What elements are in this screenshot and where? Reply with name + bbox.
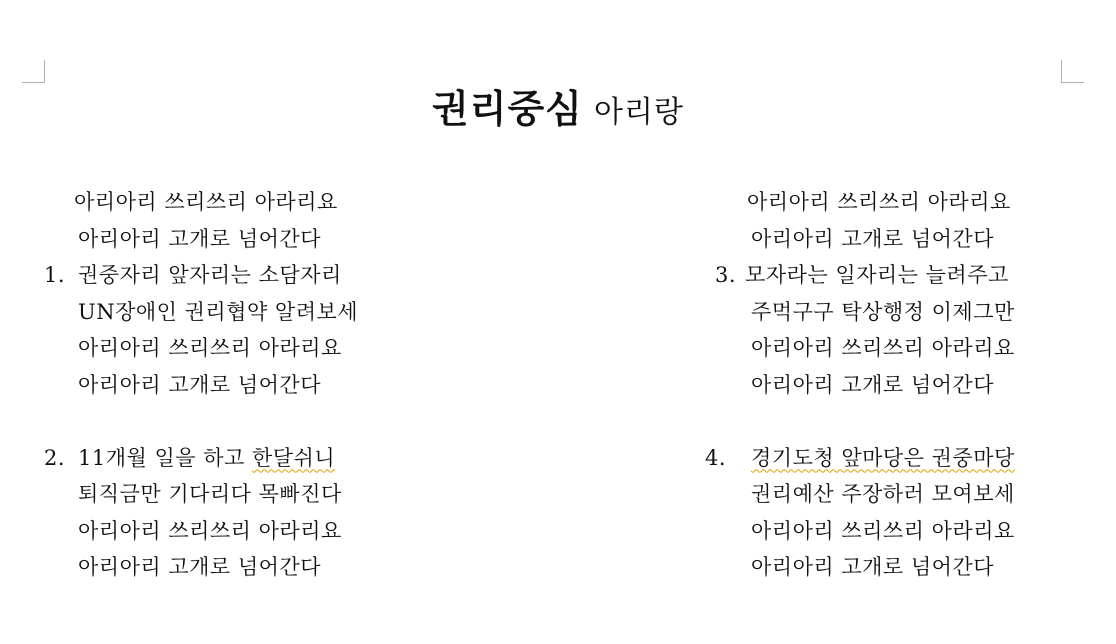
verse-text: 아리아리 쓰리쓰리 아라리요 (78, 336, 342, 360)
verse-line (44, 476, 424, 513)
title-sub: 아리랑 (593, 95, 684, 130)
verse-line (44, 257, 424, 294)
verse-line (705, 513, 1065, 550)
blank-line (705, 403, 1065, 440)
verse-line (705, 440, 1065, 477)
verse-line (44, 294, 424, 331)
spellcheck-marked-word: 한달쉬니 (251, 445, 336, 470)
refrain-line: 아리아리 고개로 넘어간다 (78, 226, 321, 251)
verse-line (705, 549, 1065, 586)
verse-text: 아리아리 고개로 넘어간다 (78, 555, 321, 579)
verse-text: 권리예산 주장하러 모여보세 (751, 482, 1015, 506)
verse-text: 경기도청 앞마당은 권중마당 (751, 445, 1015, 470)
verse-text: 주먹구구 탁상행정 이제그만 (751, 299, 1015, 324)
verse-number: 4. (705, 445, 727, 470)
verse-line (705, 367, 1065, 404)
right-column (705, 184, 1065, 586)
page-title (0, 78, 1116, 133)
verse-number: 1. (44, 263, 66, 287)
verse-number: 2. (44, 445, 66, 470)
verse-text: 11개월 일을 하고 (78, 445, 252, 470)
verse-text: 아리아리 고개로 넘어간다 (751, 555, 994, 579)
verse-text: 아리아리 고개로 넘어간다 (78, 372, 321, 397)
blank-line (44, 403, 424, 440)
verse-text: UN장애인 권리협약 알려보세 (78, 299, 359, 324)
title-main: 권리중심 (432, 86, 583, 131)
verse-text: 아리아리 쓰리쓰리 아라리요 (78, 518, 342, 543)
refrain-line: 아리아리 쓰리쓰리 아라리요 (747, 190, 1011, 214)
verse-line (44, 440, 424, 477)
verse-line (705, 294, 1065, 331)
verse-line (44, 367, 424, 404)
verse-text: 권중자리 앞자리는 소담자리 (78, 263, 342, 287)
verse-line (44, 513, 424, 550)
verse-line (705, 257, 1065, 294)
verse-line (705, 476, 1065, 513)
verse-text: 아리아리 고개로 넘어간다 (751, 372, 994, 397)
verse-line (705, 330, 1065, 367)
verse-number: 3. (715, 263, 737, 287)
refrain-line: 아리아리 고개로 넘어간다 (751, 226, 994, 251)
verse-line (44, 330, 424, 367)
refrain-line: 아리아리 쓰리쓰리 아라리요 (74, 190, 338, 214)
spellcheck-marked-line (705, 446, 1015, 470)
verse-text: 퇴직금만 기다리다 목빠진다 (78, 482, 342, 506)
left-column (44, 184, 424, 586)
verse-text: 모자라는 일자리는 늘려주고 (745, 263, 1009, 287)
verse-text: 아리아리 쓰리쓰리 아라리요 (751, 518, 1015, 543)
verse-line (44, 549, 424, 586)
verse-text: 아리아리 쓰리쓰리 아라리요 (751, 336, 1015, 360)
